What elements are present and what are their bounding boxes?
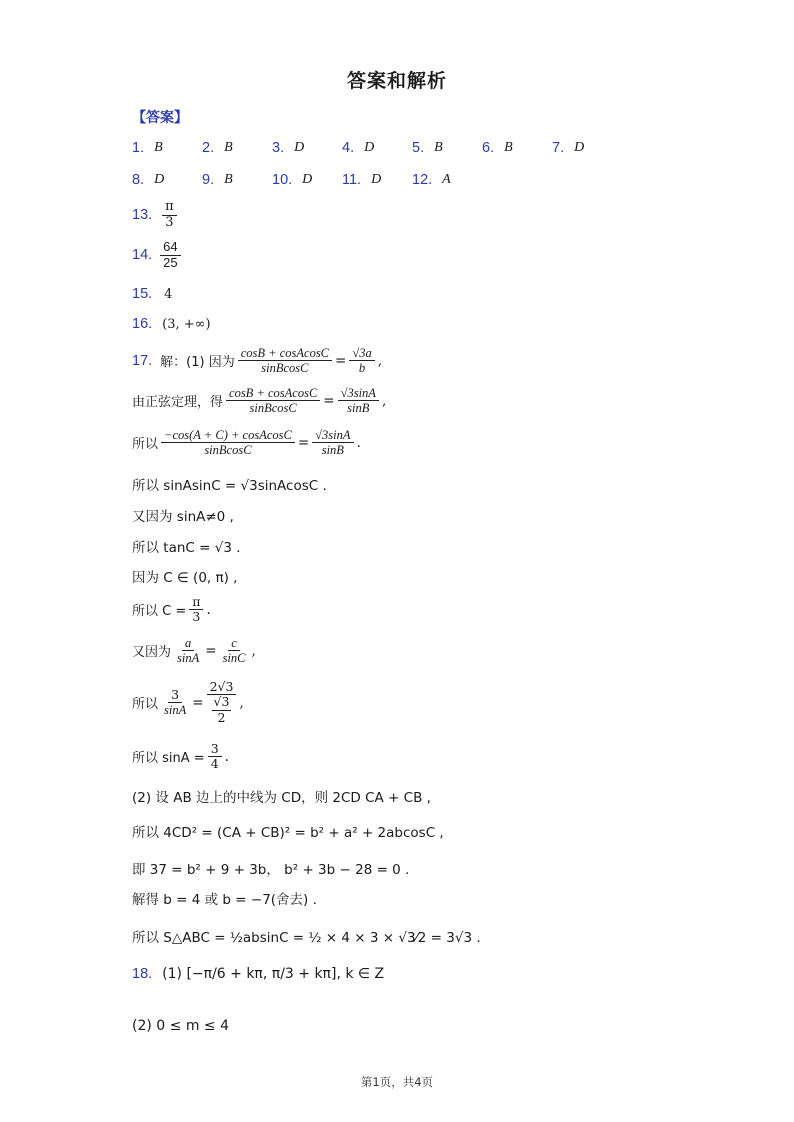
q17-line-2: 由正弦定理，得 $\frac{\text{cosB + cosAcosC}}{\text{sinBcosC}}$ = $\frac{√3\sin A}{\sin B}$ ,	[132, 386, 387, 416]
mc-item: 6. B	[482, 140, 513, 156]
q18-part-1: 18. (1) [−π/6 + kπ, π/3 + kπ], k ∈ Z	[132, 966, 385, 982]
q17-line-7: 因为 C ∈ (0, π) ,	[132, 570, 238, 586]
q17-line-11: 所以 sinA = $\frac{3}{4}$ .	[132, 741, 229, 772]
q14-answer: 14. $\frac{64}{25}$	[132, 240, 184, 271]
q17-line-16: 所以 S△ABC = ½absinC = ½ × 4 × 3 × √3⁄2 = 3√3 .	[132, 930, 481, 946]
mc-item: 9. B	[202, 172, 233, 188]
q17-line-1: 17. 解：(1) 因为 $\frac{\text{cosB + cosAcosC}}{\text{sinBcosC}}$ = $\frac{√3a}{b}$ ,	[132, 346, 382, 376]
q17-line-14: 即 37 = b² + 9 + 3b， b² + 3b − 28 = 0 .	[132, 862, 410, 878]
mc-item: 4. D	[342, 140, 375, 156]
q15-answer: 15. 4	[132, 286, 173, 302]
mc-item: 11. D	[342, 172, 382, 188]
q17-line-9: 又因为 $\frac{a}{\sin A}$ = $\frac{c}{\sin C}$ ,	[132, 636, 256, 666]
q18-part-2: (2) 0 ≤ m ≤ 4	[132, 1018, 229, 1034]
q13-answer: 13. $\frac{\pi}{3}$	[132, 200, 180, 231]
q17-line-10: 所以 $\frac{3}{\sin A}$ = 2√3 √3 2 ,	[132, 679, 244, 725]
mc-item: 7. D	[552, 140, 585, 156]
mc-item: 12. A	[412, 172, 451, 188]
q17-line-12: (2) 设 AB 边上的中线为 CD，则 2CD CA + CB ,	[132, 790, 431, 806]
q17-line-15: 解得 b = 4 或 b = −7(舍去) .	[132, 892, 317, 908]
answer-section-label: 【答案】	[132, 110, 188, 126]
q17-line-3: 所以 $\frac{\text{−cos(A + C) + cosAcosC}}{\text{sinBcosC}}$ = $\frac{√3\sin A}{\sin B}$ .	[132, 428, 361, 458]
mc-item: 2. B	[202, 140, 233, 156]
q17-line-5: 又因为 sinA≠0 ,	[132, 509, 234, 525]
mc-item: 1. B	[132, 140, 163, 156]
mc-item: 10. D	[272, 172, 313, 188]
page-title: 答案和解析	[346, 70, 447, 92]
q17-line-13: 所以 4CD² = (CA + CB)² = b² + a² + 2abcosC ,	[132, 825, 444, 841]
mc-item: 3. D	[272, 140, 305, 156]
mc-item: 8. D	[132, 172, 165, 188]
q17-line-6: 所以 tanC = √3 .	[132, 540, 241, 556]
q17-line-4: 所以 sinAsinC = √3sinAcosC .	[132, 478, 327, 494]
q16-answer: 16. (3, +∞)	[132, 316, 211, 332]
page-footer: 第1页，共4页	[360, 1075, 434, 1089]
mc-item: 5. B	[412, 140, 443, 156]
q17-line-8: 所以 C = $\frac{\pi}{3}$ .	[132, 594, 211, 625]
